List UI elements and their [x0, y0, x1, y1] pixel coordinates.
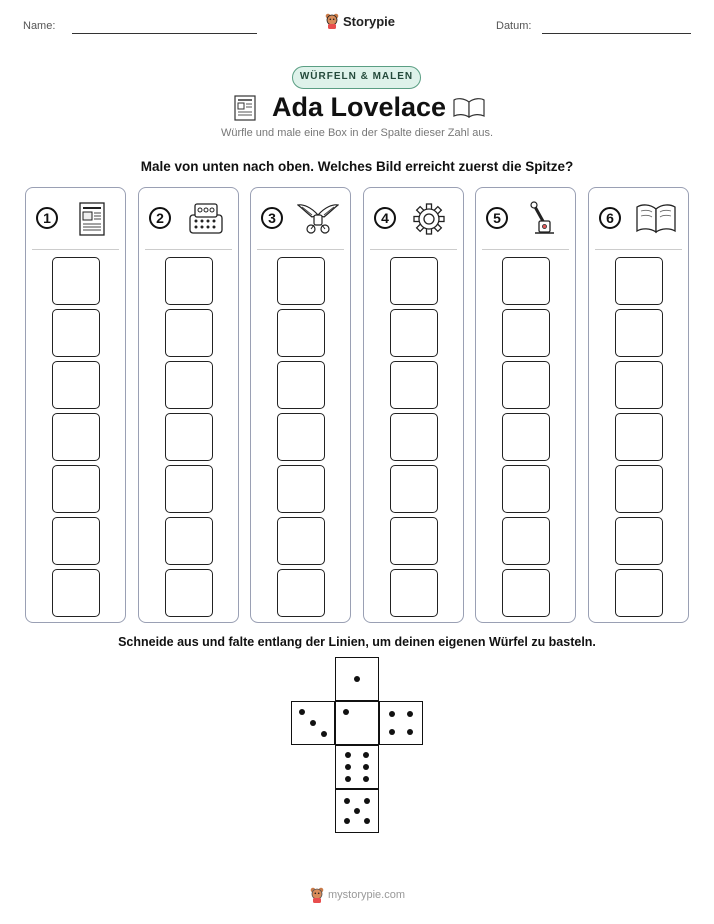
color-box[interactable]	[502, 569, 550, 617]
color-box[interactable]	[165, 361, 213, 409]
column-divider	[482, 249, 569, 250]
color-box[interactable]	[52, 517, 100, 565]
die-pip	[344, 798, 350, 804]
color-box[interactable]	[277, 465, 325, 513]
column-2	[138, 187, 239, 623]
color-box[interactable]	[390, 413, 438, 461]
lever-icon	[522, 201, 564, 237]
color-box[interactable]	[277, 569, 325, 617]
color-box[interactable]	[165, 413, 213, 461]
color-box[interactable]	[615, 569, 663, 617]
color-box[interactable]	[277, 517, 325, 565]
subtitle: Würfle und male eine Box in der Spalte dieser Zahl aus.	[220, 127, 494, 139]
color-box[interactable]	[615, 361, 663, 409]
color-box[interactable]	[502, 257, 550, 305]
color-box[interactable]	[165, 309, 213, 357]
column-divider	[145, 249, 232, 250]
color-box[interactable]	[52, 361, 100, 409]
color-box[interactable]	[615, 413, 663, 461]
color-box[interactable]	[52, 569, 100, 617]
column-4	[363, 187, 464, 623]
die-pip	[343, 709, 349, 715]
color-box[interactable]	[277, 361, 325, 409]
die-pip	[344, 818, 350, 824]
color-box[interactable]	[165, 569, 213, 617]
color-box[interactable]	[277, 413, 325, 461]
die-pip	[345, 776, 351, 782]
bear-icon	[310, 887, 324, 903]
die-pip	[363, 764, 369, 770]
flying-machine-icon	[297, 201, 339, 237]
color-box[interactable]	[52, 257, 100, 305]
die-pip	[354, 676, 360, 682]
color-box[interactable]	[165, 465, 213, 513]
title-row	[0, 92, 714, 126]
color-box[interactable]	[390, 465, 438, 513]
column-number: 3	[261, 207, 283, 229]
column-3	[250, 187, 351, 623]
column-divider	[595, 249, 682, 250]
color-box[interactable]	[277, 309, 325, 357]
page-title: Ada Lovelace	[272, 92, 447, 122]
die-pip	[363, 776, 369, 782]
newspaper-icon	[72, 201, 114, 237]
color-box[interactable]	[52, 309, 100, 357]
die-pip	[407, 711, 413, 717]
color-box[interactable]	[502, 361, 550, 409]
die-pip	[354, 808, 360, 814]
column-number: 2	[149, 207, 171, 229]
brand-logo	[325, 13, 395, 29]
column-divider	[370, 249, 457, 250]
die-pip	[345, 764, 351, 770]
date-label: Datum:	[496, 20, 532, 32]
die-pip	[363, 752, 369, 758]
column-number: 1	[36, 207, 58, 229]
column-number: 6	[599, 207, 621, 229]
die-pip	[389, 729, 395, 735]
color-box[interactable]	[390, 309, 438, 357]
die-face-1	[335, 701, 379, 745]
column-5	[475, 187, 576, 623]
column-number: 4	[374, 207, 396, 229]
column-divider	[32, 249, 119, 250]
color-box[interactable]	[390, 361, 438, 409]
color-box[interactable]	[390, 569, 438, 617]
color-box[interactable]	[615, 517, 663, 565]
die-face-4	[379, 701, 423, 745]
bear-icon	[325, 13, 339, 29]
color-box[interactable]	[390, 517, 438, 565]
name-label: Name:	[23, 20, 56, 32]
column-number: 5	[486, 207, 508, 229]
color-box[interactable]	[165, 517, 213, 565]
color-box[interactable]	[165, 257, 213, 305]
color-box[interactable]	[52, 465, 100, 513]
color-box[interactable]	[615, 465, 663, 513]
column-1	[25, 187, 126, 623]
column-6	[588, 187, 689, 623]
color-box[interactable]	[615, 309, 663, 357]
color-box[interactable]	[502, 465, 550, 513]
color-box[interactable]	[390, 257, 438, 305]
die-pip	[407, 729, 413, 735]
color-box[interactable]	[502, 309, 550, 357]
die-pip	[321, 731, 327, 737]
die-pip	[345, 752, 351, 758]
color-box[interactable]	[502, 517, 550, 565]
footer	[310, 887, 405, 903]
die-face-5	[335, 789, 379, 833]
open-book-icon	[452, 97, 486, 119]
brand-name: Storypie	[343, 13, 396, 29]
gear-icon	[410, 201, 452, 237]
name-line	[72, 33, 257, 34]
footer-url[interactable]: mystorypie.com	[328, 889, 406, 901]
die-pip	[299, 709, 305, 715]
color-box[interactable]	[502, 413, 550, 461]
newspaper-icon	[234, 95, 256, 121]
die-face-1	[335, 657, 379, 701]
cut-instruction: Schneide aus und falte entlang der Linien, um deinen eigenen Würfel zu basteln.	[118, 635, 596, 649]
die-face-6	[335, 745, 379, 789]
die-pip	[310, 720, 316, 726]
column-divider	[257, 249, 344, 250]
color-box[interactable]	[615, 257, 663, 305]
die-pip	[389, 711, 395, 717]
color-box[interactable]	[52, 413, 100, 461]
die-pip	[364, 798, 370, 804]
category-badge: WÜRFELN & MALEN	[292, 66, 421, 89]
date-line	[542, 33, 691, 34]
calculating-machine-icon	[185, 201, 227, 237]
color-box[interactable]	[277, 257, 325, 305]
die-face-3	[291, 701, 335, 745]
open-book-icon	[635, 201, 677, 237]
instruction-text: Male von unten nach oben. Welches Bild erreicht zuerst die Spitze?	[140, 159, 574, 174]
die-pip	[364, 818, 370, 824]
